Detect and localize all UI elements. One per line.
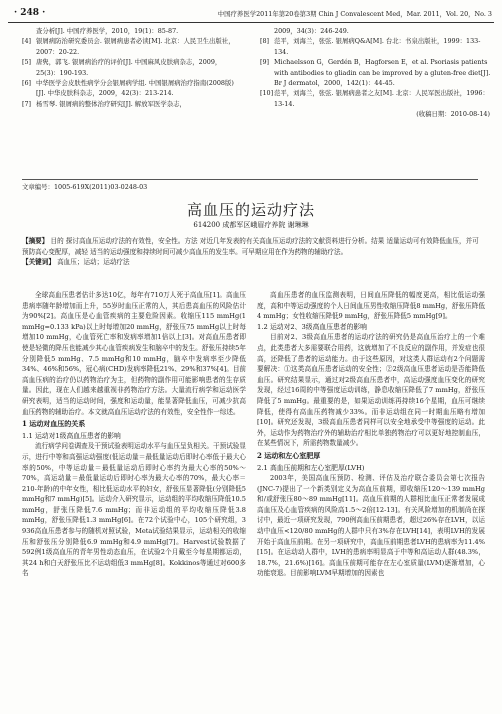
paragraph: 目前对2、3级高血压患者的运动疗法的研究仍是高血压治疗上的一个难点，此类患者大多需要联合用药，这就增加了不良反应的副作用，并发症也很高，还降低了患者的运动能力。由于这些原因，对这类人群运动有2个问题需要解决：①这类高血压患者运动的安全性；②2级高血压患者运动是否能降低血压。研究结果显示，通过对2级高血压患者中，高运动强度血压变化的研究发现，经过16周的中等强度运动训练，静息收缩压降低了7 mmHg，舒张压降低了5 mmHg。最重要的是，如果运动训练再持续16个星期，血压可继续降低，使得有高血压药物减少33%。而非运动组在同一时期血压略有增加[10]。研究还发现，3级高血压患者同样可以安全地承受中等强度的运动。此外，运动作为药物治疗外的辅助治疗相比单独药物治疗可以更好地控制血压，在某些情况下，所需药物数量减少。 [257,333,485,448]
reference-number: [7] [22,99,32,108]
section-heading: 1 运动对血压的关系 [22,419,86,429]
reference-number [22,26,36,36]
section-heading: 2 运动和左心室肥厚 [257,450,321,460]
body-column-left [22,290,246,579]
abstract-label: 【摘要】 [22,237,49,245]
reference-text: 中华医学会皮肤性病学分会银屑病学组. 中国银屑病治疗指南(2008版)[J]. 中华皮肤科杂志，2009，42(3)：213-214. [36,79,234,98]
reference-item [22,57,242,78]
reference-item [22,36,242,57]
keywords [22,257,484,268]
reference-text: 唐隽，郭飞. 银屑病治疗的评价[J]. 中国麻风皮肤病杂志，2009，25(3)：190-193. [36,58,222,77]
reference-number [260,26,274,36]
journal-citation: 中国疗养医学2011年第20卷第3期 Chin J Convalescent Med，Mar. 2011，Vol. 20，No. 3 [217,10,492,18]
reference-number: [10] [260,89,274,98]
reference-list-left [22,26,242,109]
reference-item [22,99,242,109]
abstract-block [22,236,484,268]
reference-text: 杨雪琴. 银屑病的整体治疗研究[J]. 解放军医学杂志， [36,99,186,108]
reference-text: Michaelsson G，Gerdén B，Hagforsen E，et al. Psoriasis patients with antibodies to gliadin can be improved by a gluten-free diet[J]. Br J dermatol，2000，142(1)：44-45. [274,58,491,88]
reference-text: 银屑病防治研究委员会. 银屑病患者必读[M]. 北京：人民卫生出版社，2007：20-22. [36,37,235,56]
reference-number: [5] [22,58,32,67]
reference-list-right [260,26,492,120]
author-affiliation: 614200 成都军区峨眉疗养院 谢琳琳 [193,221,309,229]
reference-item [260,88,492,109]
received-date: (收稿日期：2010-08-14) [416,110,490,119]
reference-item [22,78,242,99]
reference-text: 查分析[J]. 中国疗养医学，2010，19(1)：85-87. [36,27,179,35]
abstract [22,236,484,257]
paragraph: 高血压患者的血压监测表明，日间血压降低的幅度更高，相比低运动强度，高和中等运动强度的个人日间血压男性收缩压降低8 mmHg，舒张压降低4 mmHg；女性收缩压降低9 mmHg，舒张压降低5 mmHg[9]。 [257,291,485,321]
reference-text: 2009，34(3)：246-249. [274,27,349,35]
reference-text: 范平，刘海兰，张弦. 银屑病Q&A[M]. 台北：书泉出版社，1999：133-134. [274,37,481,56]
article-number: 文章编号：1005-619X(2011)03-0248-03 [22,179,478,191]
keywords-label: 【关键词】 [22,258,55,267]
paragraph: 2003年，美国高血压预防、检测、评估及治疗联合委员会第七次报告(JNC-7)提出了一个新类别定义为高血压前期，即收缩压120～139 mmHg和/或舒张压80～89 mmHg[11]。高血压前期的人群相比血压正常者发展成高血压及心血管疾病的风险高1.5～2倍[12-13]。有关风险增加的机制尚在探讨中，最近一项研究发现，790例高血压前期患者，超过26%存在LVH，以运动中血压<120/80 mmHg的人群中只有3%存在LVH[14]，表明LVH的发展开始于高血压前期。在另一项研究中，高血压前期患者LVH的患病率为11.4%[15]。在运动动人群中，LVH的患病率明显高于中等和高运动人群(48.3%，18.7%，21.6%)[16]。高血压前期可能存在左心室质量(LVM)逐渐增加，心功能衰退。目前影响LVM早期增加的因素也 [257,474,485,578]
reference-item [260,36,492,57]
reference-number: [6] [22,79,32,88]
page-number: · 248 · [14,8,46,18]
reference-item [260,26,492,36]
subsection-heading: 2.1 高血压前期和左心室肥厚(LVH) [257,463,365,472]
reference-text: 范平，刘海兰，张弦. 银屑病患者之友[M]. 北京：人民军医出版社，1996：13-14. [274,89,489,108]
paragraph: 流行病学问卷调查及干预试验表明运动水平与血压呈负相关。干预试验显示，进行中等和高强运动强度(低运动量＝最低量运动后即时心率低于最大心率的50%，中等运动量＝最低量运动后即时心率约为最大心率的50%～70%，高运动量＝最低量运动后即时心率为最大心率的70%，最大心率＝210-年龄)的中年女性，相比低运动水平的妇女，舒张压显著降低(分别降低5 mmHg和7 mmHg)[5]。运动介入研究显示，运动组的平均收缩压降低10.5 mmHg，舒张压降低7.6 mmHg；而非运动组的平均收缩压降低3.8 mmHg，舒张压降低1.3 mmHg[6]。在72个试验中心，105个研究组，3 936高血压患者参与的随机对照试验，Meta试验结果显示，运动相关的收缩压和舒张压分别降低6.9 mmHg和4.9 mmHg[7]。Harvest试验数据了592例1级高血压的青年男性动态血压，在试验2个月戴至今每星期都运动，其24 h和白天舒张压比不运动组低3 mmHg[8]。Kokkinos等通过对600多名 [22,442,246,578]
reference-item [22,26,242,36]
reference-number: [9] [260,58,270,67]
subsection-heading: 1.1 运动对1级高血压患者的影响 [22,431,121,440]
running-header [8,6,494,23]
reference-number: [8] [260,37,270,46]
reference-item [260,57,492,88]
subsection-heading: 1.2 运动对2、3级高血压患者的影响 [257,322,367,331]
reference-number: [4] [22,37,32,46]
keywords-text: 高血压；运动；运动疗法 [57,258,130,267]
abstract-text: 目的 探讨高血压运动疗法的有效性，安全性。方法 对近几年发表的有关高血压运动疗法的文献资料进行分析。结果 适量运动可有效降低血压，并可预防高心变配厚，减轻 适当的运动强度和持续时间可减少高血压的发生率。可早期应用在作为药物的辅助疗法。 [22,237,479,256]
paragraph: 全球高血压患者估计多达10亿，每年有710万人死于高血压[1]。高血压患病率随年龄增加而上升，55岁时血压正常的人，其后患高血压的风险估计为90%[2]。高血压是心血管疾病的主要危险因素。收缩压115 mmHg(1 mmHg=0.133 kPa)以上时每增加20 mmHg，舒张压75 mmHg以上时每增加10 mmHg，心血管死亡率和发病率增加1倍以上[3]。对高血压患者即使是轻微的降压也能减少其心血管疾病发生和脑卒中的发生。舒张压持续5年分别降低5 mmHg、7.5 mmHg和10 mmHg，脑卒中发病率至少降低34%、46%和56%，冠心病(CHD)发病率降低21%、29%和37%[4]。目前高血压病的治疗仍以药物治疗为主，但药物的副作用可能影响患者的生存质量。因此，现在人们越来越重视非药物治疗方法。大量流行病学和运动医学研究表明，适当的运动时间，强度和运动量，能显著降低血压，可减少抗高血压药物的辅助治疗。本文就高血压运动疗法的有效性，安全性作一综述。 [22,291,247,416]
body-column-right [257,290,485,579]
article-title: 高血压的运动疗法 [186,201,315,219]
